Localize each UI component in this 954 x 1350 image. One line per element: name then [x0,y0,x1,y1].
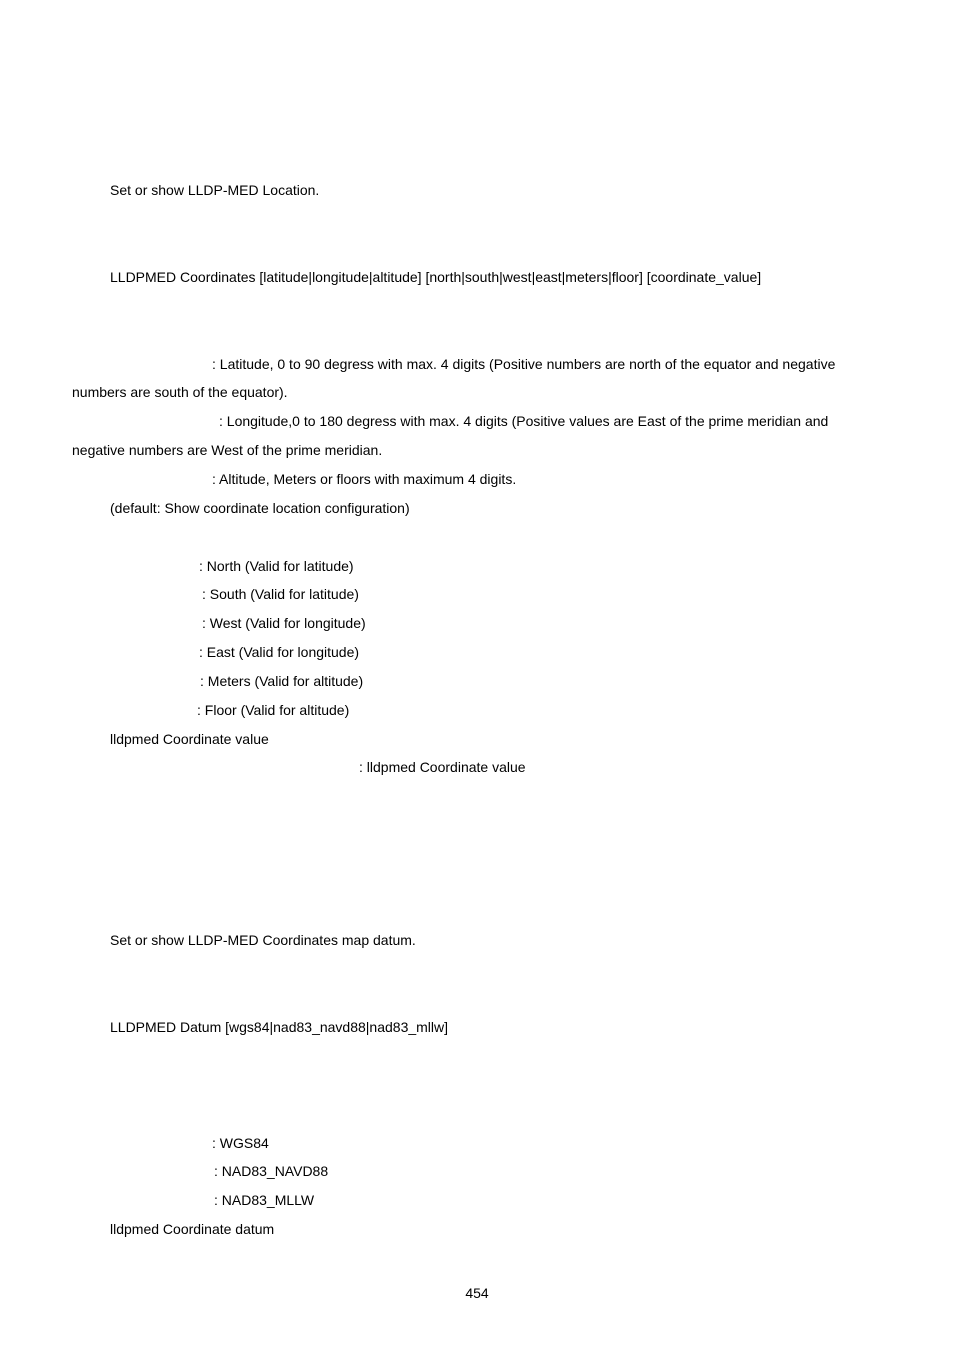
location-syntax: LLDPMED Coordinates [latitude|longitude|altitude] [north|south|west|east|meters|floor] [coordinate_value] [110,269,762,285]
direction-west: : West (Valid for longitude) [202,615,366,631]
datum-option-nad83-navd88: : NAD83_NAVD88 [214,1163,329,1179]
datum-option-wgs84: : WGS84 [212,1135,269,1151]
page-number: 454 [465,1285,489,1301]
direction-floor: : Floor (Valid for altitude) [197,702,350,718]
direction-meters: : Meters (Valid for altitude) [200,673,364,689]
location-description: Set or show LLDP-MED Location. [110,182,320,198]
latitude-desc-line1: : Latitude, 0 to 90 degress with max. 4 digits (Positive numbers are north of the equator and negative [212,356,836,372]
direction-east: : East (Valid for longitude) [199,644,360,660]
datum-syntax: LLDPMED Datum [wgs84|nad83_navd88|nad83_mllw] [110,1019,449,1035]
default-note: (default: Show coordinate location configuration) [110,500,410,516]
coordinate-value-desc: : lldpmed Coordinate value [359,759,526,775]
datum-label: lldpmed Coordinate datum [110,1221,275,1237]
longitude-desc-line2: negative numbers are West of the prime meridian. [72,442,383,458]
altitude-desc: : Altitude, Meters or floors with maximum 4 digits. [212,471,517,487]
coordinate-value-label: lldpmed Coordinate value [110,731,269,747]
datum-description: Set or show LLDP-MED Coordinates map datum. [110,932,416,948]
direction-north: : North (Valid for latitude) [199,558,354,574]
longitude-desc-line1: : Longitude,0 to 180 degress with max. 4 digits (Positive values are East of the prime meridian and [219,413,829,429]
direction-south: : South (Valid for latitude) [202,586,359,602]
latitude-desc-line2: numbers are south of the equator). [72,384,288,400]
datum-option-nad83-mllw: : NAD83_MLLW [214,1192,315,1208]
